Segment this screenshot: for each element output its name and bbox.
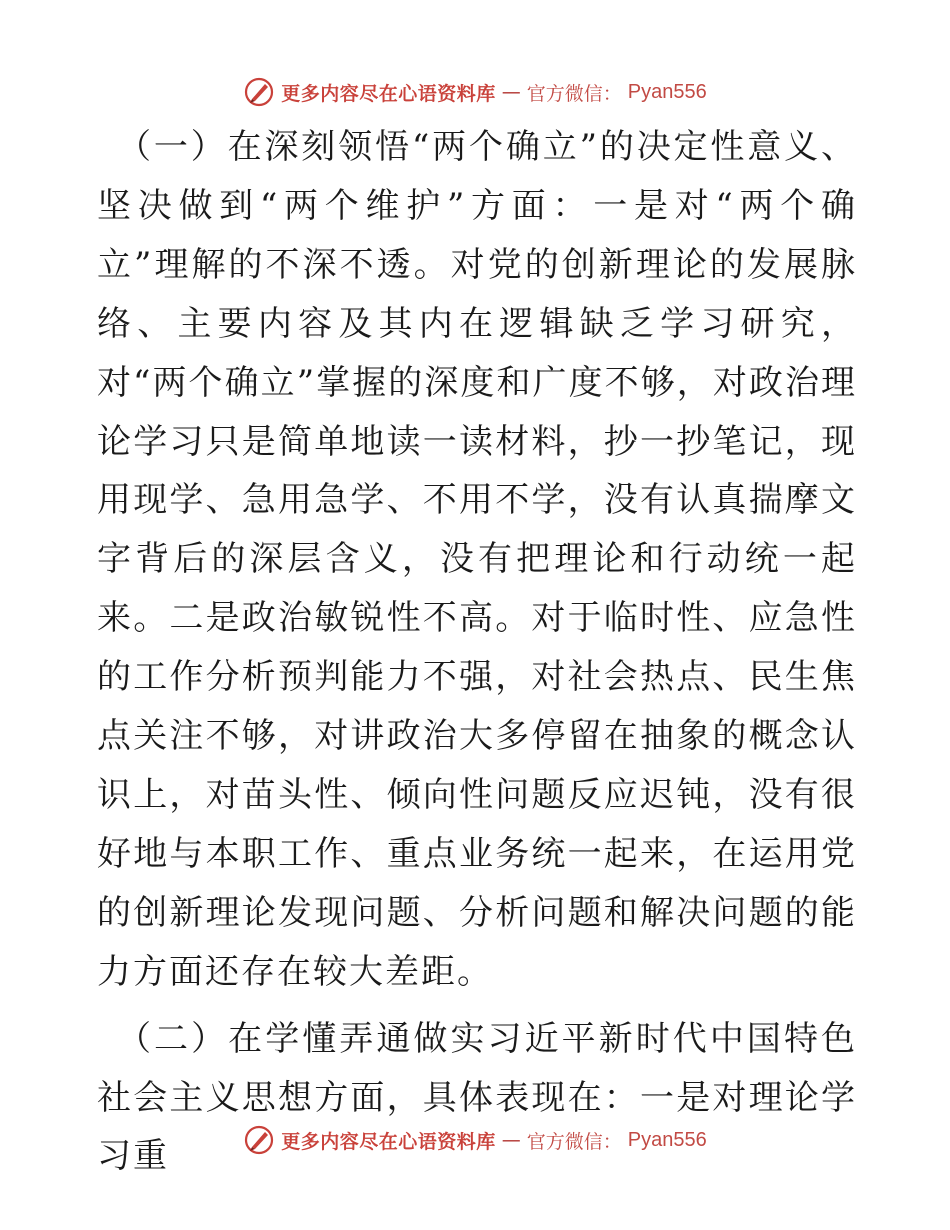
footer-separator: —	[501, 1129, 521, 1151]
pen-logo-icon	[243, 1124, 275, 1156]
paragraph-section-1: （一）在深刻领悟“两个确立”的决定性意义、坚决做到“两个维护”方面：一是对“两个确立”理解的不深不透。对党的创新理论的发展脉络、主要内容及其内在逻辑缺乏学习研究，对“两个确立”掌握的深度和广度不够，对政治理论学习只是简单地读一读材料，抄一抄笔记，现用现学、急用急学、不用不学，没有认真揣摩文字背后的深层含义，没有把理论和行动统一起来。二是政治敏锐性不高。对于临时性、应急性的工作分析预判能力不强，对社会热点、民生焦点关注不够，对讲政治大多停留在抽象的概念认识上，对苗头性、倾向性问题反应迟钝，没有很好地与本职工作、重点业务统一起来，在运用党的创新理论发现问题、分析问题和解决问题的能力方面还存在较大差距。	[97, 127, 857, 992]
paragraph-section-2: （二）在学懂弄通做实习近平新时代中国特色社会主义思想方面，具体表现在：一是对理论学习重	[97, 1018, 857, 1177]
document-body	[97, 118, 857, 1186]
header-watermark-banner	[0, 72, 950, 112]
pen-logo-icon	[243, 76, 275, 108]
footer-wechat-label: 官方微信：	[526, 1130, 622, 1153]
footer-wechat-id: Pyan556	[627, 1128, 707, 1151]
footer-site-name: 更多内容尽在心语资料库	[281, 1130, 496, 1153]
header-wechat-id: Pyan556	[627, 80, 707, 103]
header-separator: —	[501, 81, 521, 103]
footer-watermark-banner	[0, 1120, 950, 1160]
header-wechat-label: 官方微信：	[526, 82, 622, 105]
header-site-name: 更多内容尽在心语资料库	[281, 82, 496, 105]
